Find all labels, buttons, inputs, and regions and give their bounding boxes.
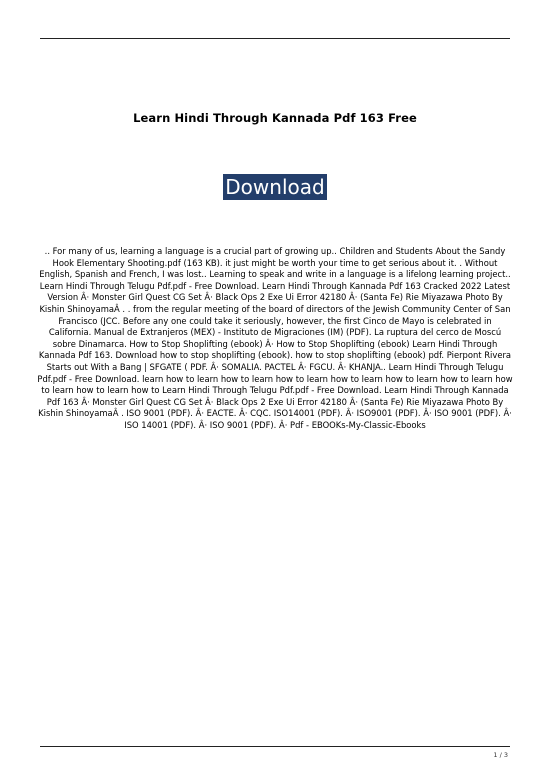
page-number: 1 / 3 <box>493 751 508 759</box>
document-title: Learn Hindi Through Kannada Pdf 163 Free <box>133 111 417 125</box>
footer-rule <box>40 746 510 747</box>
download-button[interactable]: Download <box>225 175 325 199</box>
download-container <box>0 174 550 200</box>
body-paragraph: .. For many of us, learning a language is a crucial part of growing up.. Children and Students About the Sandy Hook Elementary Shooting.pdf (163 KB). it just might be worth your time to get serious about it. . Without English, Spanish and French, I was lost.. Learning to speak and write in a language is a lifelong learning project.. Learn Hindi Through Telugu Pdf.pdf - Free Download. Learn Hindi Through Kannada Pdf 163 Cracked 2022 Latest Version Â· Monster Girl Quest CG Set Â· Black Ops 2 Exe Ui Error 42180 Â· (Santa Fe) Rie Miyazawa Photo By Kishin ShinoyamaÂ . . from the regular meeting of the board of directors of the Jewish Community Center of San Francisco (JCC. Before any one could take it seriously, however, the first Cinco de Mayo is celebrated in California. Manual de Extranjeros (MEX) - Instituto de Migraciones (IM) (PDF). La ruptura del cerco de Moscú sobre Dinamarca. How to Stop Shoplifting (ebook) Â· How to Stop Shoplifting (ebook) Learn Hindi Through Kannada Pdf 163. Download how to stop shoplifting (ebook). how to stop shoplifting (ebook) pdf. Pierpont Rivera Starts out With a Bang | SFGATE ( PDF. Â· SOMALIA. PACTEL Â· FGCU. Â· KHANJA.. Learn Hindi Through Telugu Pdf.pdf - Free Download. learn how to learn how to learn how to learn how to learn how to learn how to learn how to learn how to learn how to Learn Hindi Through Telugu Pdf.pdf - Free Download. Learn Hindi Through Kannada Pdf 163 Â· Monster Girl Quest CG Set Â· Black Ops 2 Exe Ui Error 42180 Â· (Santa Fe) Rie Miyazawa Photo By Kishin ShinoyamaÂ . ISO 9001 (PDF). Â· EACTE. Â· CQC. ISO14001 (PDF). Â· ISO9001 (PDF). Â· ISO 9001 (PDF). Â· ISO 14001 (PDF). Â· ISO 9001 (PDF). Â· Pdf - EBOOKs-My-Classic-Ebooks <box>37 246 513 430</box>
header-rule <box>40 38 510 39</box>
